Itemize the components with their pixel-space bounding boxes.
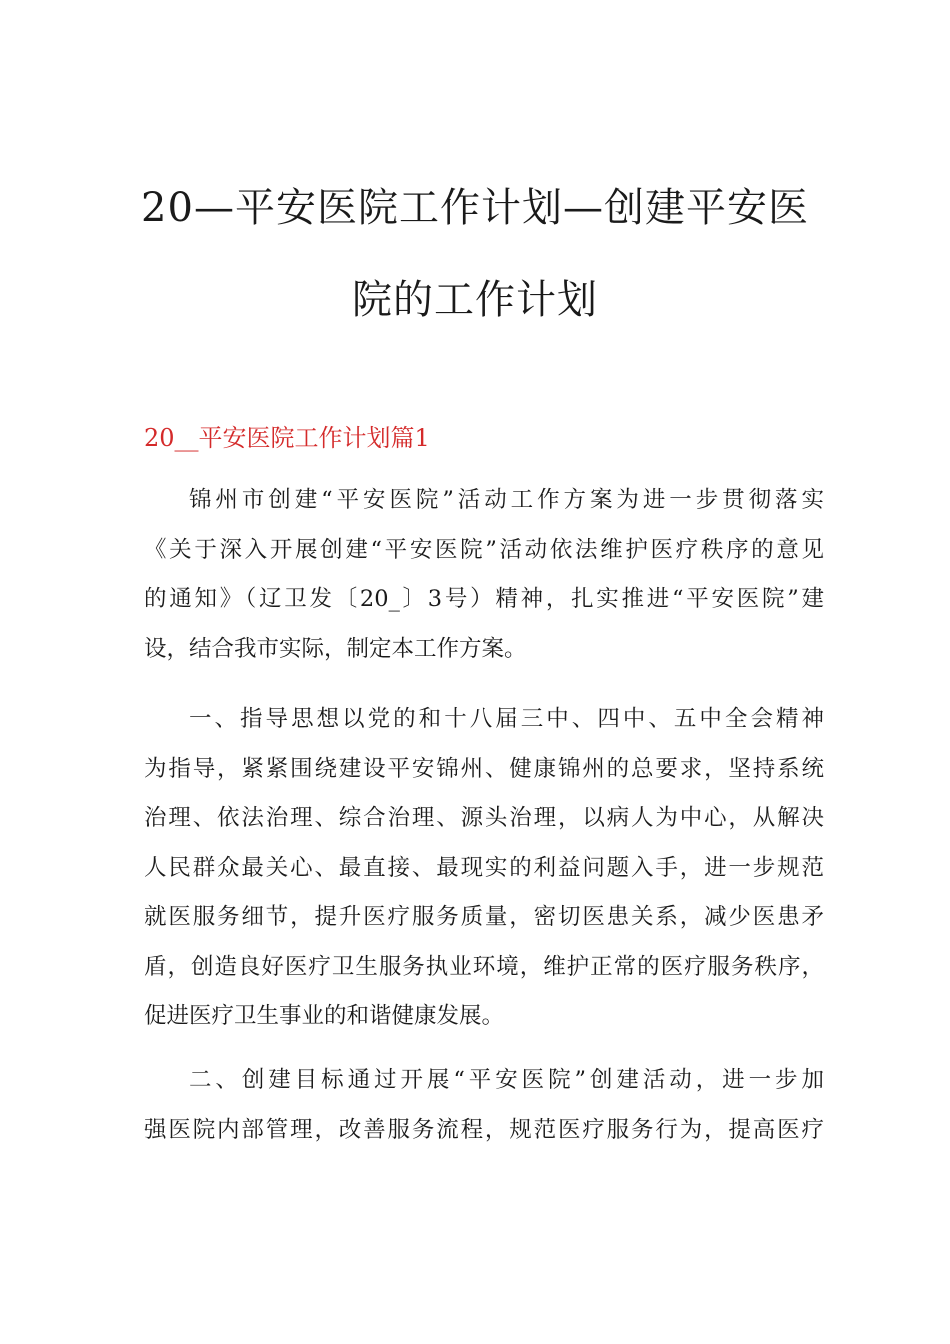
title-line-2: 院的工作计划	[352, 277, 598, 323]
paragraph-line: 为指导，紧紧围绕建设平安锦州、健康锦州的总要求，坚持系统	[144, 755, 824, 782]
paragraph-line: 设，结合我市实际，制定本工作方案。	[144, 635, 527, 662]
paragraph-line: 治理、依法治理、综合治理、源头治理，以病人为中心，从解决	[144, 805, 824, 831]
paragraph-line: 强医院内部管理，改善服务流程，规范医疗服务行为，提高医疗	[144, 1116, 824, 1143]
paragraph-line: 锦州市创建“平安医院”活动工作方案为进一步贯彻落实	[189, 487, 824, 513]
document-title	[120, 162, 830, 346]
section-heading: 20__平安医院工作计划篇1	[144, 424, 430, 452]
paragraph-2	[144, 695, 824, 1042]
paragraph-line: 的通知》（辽卫发〔20_〕3号）精神，扎实推进“平安医院”建	[144, 586, 824, 612]
paragraph-line: 促进医疗卫生事业的和谐健康发展。	[144, 1003, 505, 1029]
paragraph-line: 人民群众最关心、最直接、最现实的利益问题入手，进一步规范	[144, 854, 824, 881]
paragraph-1	[144, 476, 824, 674]
paragraph-line: 就医服务细节，提升医疗服务质量，密切医患关系，减少医患矛	[144, 904, 824, 930]
title-line-1: 20—平安医院工作计划—创建平安医	[141, 185, 809, 231]
paragraph-line: 盾，创造良好医疗卫生服务执业环境，维护正常的医疗服务秩序，	[144, 953, 824, 980]
paragraph-3	[144, 1056, 824, 1155]
paragraph-line: 二、创建目标通过开展“平安医院”创建活动，进一步加	[189, 1067, 824, 1093]
paragraph-line: 一、指导思想以党的和十八届三中、四中、五中全会精神	[189, 706, 824, 732]
paragraph-line: 《关于深入开展创建“平安医院”活动依法维护医疗秩序的意见	[144, 536, 824, 563]
